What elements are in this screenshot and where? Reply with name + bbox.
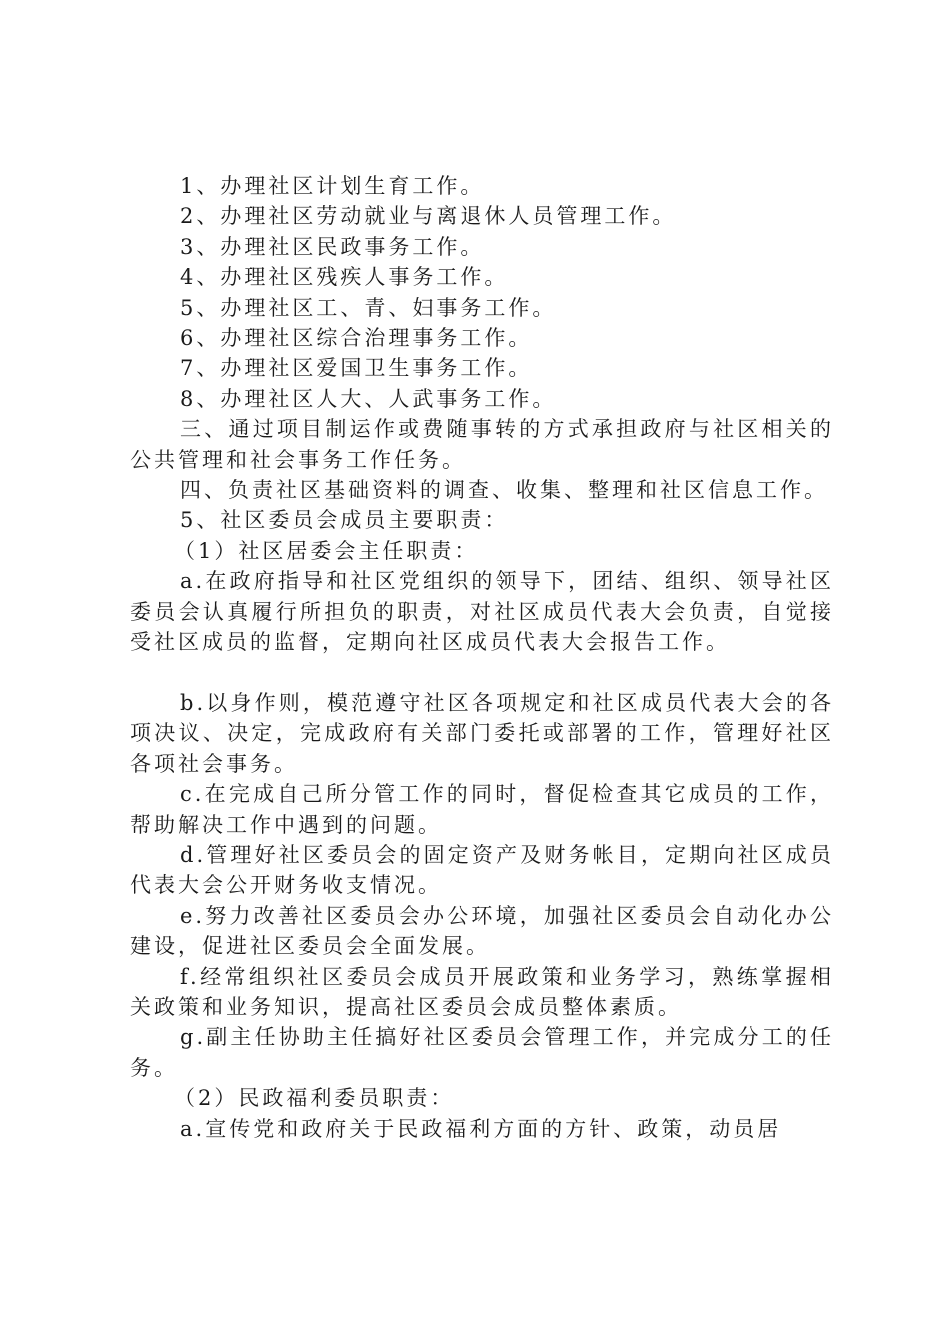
subheading-director-duties: （1）社区居委会主任职责： xyxy=(174,538,479,563)
director-duty-g: g.副主任协助主任搞好社区委员会管理工作，并完成分工的任务。 xyxy=(130,1025,834,1080)
section-five-heading: 5、社区委员会成员主要职责： xyxy=(180,508,509,533)
document-body xyxy=(130,171,834,1144)
director-duty-d: d.管理好社区委员会的固定资产及财务帐目，定期向社区成员代表大会公开财务收支情况。 xyxy=(130,842,834,898)
director-duty-b: b.以身作则，模范遵守社区各项规定和社区成员代表大会的各项决议、决定，完成政府有关部门委托或部署的工作，管理好社区各项社会事务。 xyxy=(130,690,834,776)
list-item-7: 7、办理社区爱国卫生事务工作。 xyxy=(180,356,533,381)
list-item-4: 4、办理社区残疾人事务工作。 xyxy=(180,265,509,290)
director-duty-e: e.努力改善社区委员会办公环境，加强社区委员会自动化办公建设，促进社区委员会全面发展。 xyxy=(130,903,834,959)
list-item-1: 1、办理社区计划生育工作。 xyxy=(180,174,485,198)
list-item-5: 5、办理社区工、青、妇事务工作。 xyxy=(180,295,557,320)
list-item-2: 2、办理社区劳动就业与离退休人员管理工作。 xyxy=(180,204,677,229)
director-duty-c: c.在完成自己所分管工作的同时，督促检查其它成员的工作，帮助解决工作中遇到的问题。 xyxy=(130,782,834,837)
subheading-welfare-duties: （2）民政福利委员职责： xyxy=(174,1086,455,1111)
director-duty-a: a.在政府指导和社区党组织的领导下，团结、组织、领导社区委员会认真履行所担负的职责，对社区成员代表大会负责，自觉接受社区成员的监督，定期向社区成员代表大会报告工作。 xyxy=(130,569,834,655)
section-three-paragraph: 三、通过项目制运作或费随事转的方式承担政府与社区相关的公共管理和社会事务工作任务。 xyxy=(130,417,834,472)
list-item-6: 6、办理社区综合治理事务工作。 xyxy=(180,326,533,351)
blank-line xyxy=(130,658,834,688)
list-item-8: 8、办理社区人大、人武事务工作。 xyxy=(180,386,557,411)
list-item-3: 3、办理社区民政事务工作。 xyxy=(180,234,485,259)
section-four-paragraph: 四、负责社区基础资料的调查、收集、整理和社区信息工作。 xyxy=(180,478,828,503)
director-duty-f: f.经常组织社区委员会成员开展政策和业务学习，熟练掌握相关政策和业务知识，提高社区委员会成员整体素质。 xyxy=(130,964,834,1019)
welfare-duty-a: a.宣传党和政府关于民政福利方面的方针、政策，动员居 xyxy=(180,1116,782,1141)
